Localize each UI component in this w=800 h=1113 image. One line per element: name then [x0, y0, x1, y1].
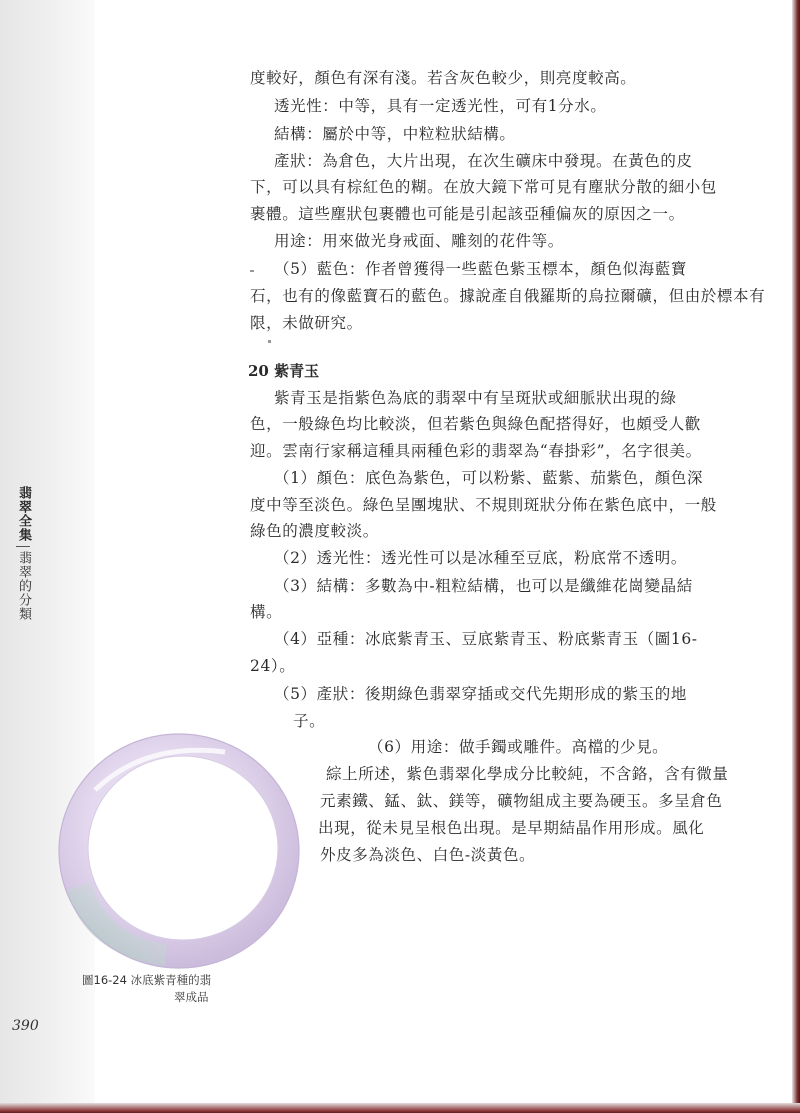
- section-line: （3）結構：多數為中-粗粒結構，也可以是纖維花崗變晶結: [274, 577, 693, 595]
- jadeite-bangle-image: [55, 730, 303, 972]
- section-line: 24）。: [250, 657, 296, 675]
- scan-speck: [250, 270, 254, 272]
- body-line: 度較好，顏色有深有淺。若含灰色較少，則亮度較高。: [250, 69, 637, 87]
- section-line: 子。: [293, 712, 326, 730]
- page-number: 390: [12, 1018, 39, 1034]
- body-line: 限，未做研究。: [250, 314, 363, 332]
- book-edge-bottom: [0, 1103, 800, 1113]
- caption-line: 翠成品: [174, 990, 209, 1004]
- section-number: 20: [248, 362, 269, 380]
- body-line: 下，可以具有棕紅色的糊。在放大鏡下常可見有塵狀分散的細小包: [250, 178, 717, 196]
- section-line: （5）產狀：後期綠色翡翠穿插或交代先期形成的紫玉的地: [274, 685, 687, 703]
- body-line: 產狀：為倉色，大片出現，在次生礦床中發現。在黃色的皮: [274, 152, 693, 170]
- body-line: 透光性：中等，具有一定透光性，可有1分水。: [274, 97, 607, 115]
- section-line: 綠色的濃度較淡。: [250, 522, 379, 540]
- body-line: 用途：用來做光身戒面、雕刻的花件等。: [274, 232, 564, 250]
- section-line: （6）用途：做手鐲或雕件。高檔的少見。: [368, 738, 669, 756]
- tab-divider: [16, 546, 30, 547]
- body-line: 石，也有的像藍寶石的藍色。據說產自俄羅斯的烏拉爾礦，但由於標本有: [250, 287, 766, 305]
- section-line: （4）亞種：冰底紫青玉、豆底紫青玉、粉底紫青玉（圖16-: [274, 630, 698, 648]
- scan-speck: [268, 340, 271, 343]
- body-line: 結構：屬於中等，中粒粒狀結構。: [274, 125, 516, 143]
- section-line: 度中等至淡色。綠色呈團塊狀、不規則斑狀分佈在紫色底中，一般: [250, 496, 717, 514]
- section-heading: [248, 360, 319, 381]
- section-line: 紫青玉是指紫色為底的翡翠中有呈斑狀或細脈狀出現的綠: [274, 389, 677, 407]
- section-line: 構。: [250, 603, 283, 621]
- section-line: 色，一般綠色均比較淡，但若紫色與綠色配搭得好，也頗受人歡: [250, 415, 701, 433]
- section-line: 元素鐵、錳、鈦、鎂等，礦物組成主要為硬玉。多呈倉色: [320, 792, 723, 810]
- book-title-tab: 翡翠全集: [16, 486, 31, 542]
- caption-line: 圖16-24 冰底紫青種的翡: [82, 973, 212, 987]
- chapter-side-tab: [9, 486, 31, 621]
- figure-caption: [82, 972, 232, 1006]
- book-edge-right: [792, 0, 800, 1113]
- section-line: 出現，從未見呈根色出現。是早期結晶作用形成。風化: [318, 819, 705, 837]
- body-line: （5）藍色：作者曾獲得一些藍色紫玉標本，顏色似海藍寶: [274, 260, 687, 278]
- section-line: 迎。雲南行家稱這種具兩種色彩的翡翠為“春掛彩”，名字很美。: [250, 442, 702, 460]
- body-line: 裹體。這些塵狀包裹體也可能是引起該亞種偏灰的原因之一。: [250, 205, 685, 223]
- section-line: 綜上所述，紫色翡翠化學成分比較純，不含鉻，含有微量: [326, 765, 729, 783]
- section-line: 外皮多為淡色、白色-淡黃色。: [320, 846, 536, 864]
- section-line: （2）透光性：透光性可以是冰種至豆底，粉底常不透明。: [274, 549, 687, 567]
- section-line: （1）顏色：底色為紫色，可以粉紫、藍紫、茄紫色，顏色深: [274, 469, 704, 487]
- chapter-title-tab: 翡翠的分類: [16, 551, 31, 621]
- section-title: 紫青玉: [274, 362, 320, 380]
